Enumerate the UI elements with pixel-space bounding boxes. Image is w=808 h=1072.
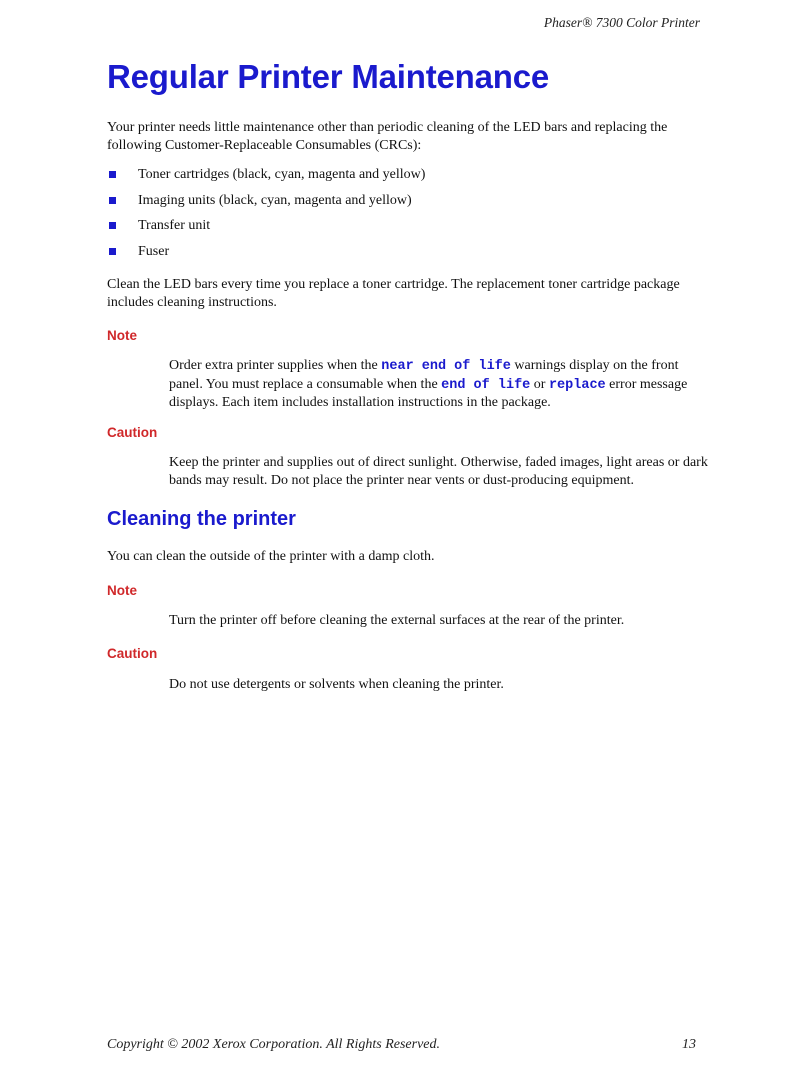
intro-paragraph: Your printer needs little maintenance other than periodic cleaning of the LED bars and replacing the following Customer-Replaceable Consumables (CRCs): [107,120,668,153]
caution-label: Caution [107,425,158,440]
note-text: Turn the printer off before cleaning the external surfaces at the rear of the printer. [169,613,625,628]
list-item: Transfer unit [107,217,425,243]
led-paragraph: Clean the LED bars every time you replace a toner cartridge. The replacement toner cartridge package includes cleaning instructions. [107,277,680,310]
consumables-list [107,166,425,269]
section-heading: Cleaning the printer [107,508,296,530]
list-item: Imaging units (black, cyan, magenta and yellow) [107,192,425,218]
code-near-end-of-life: near end of life [381,359,511,374]
cleaning-paragraph: You can clean the outside of the printer with a damp cloth. [107,549,435,564]
caution-text: Do not use detergents or solvents when cleaning the printer. [169,677,504,692]
bullet-square-icon [109,222,116,229]
bullet-square-icon [109,171,116,178]
code-end-of-life: end of life [441,377,531,393]
page-title: Regular Printer Maintenance [107,58,550,95]
running-header: Phaser® 7300 Color Printer [543,15,700,30]
list-item: Fuser [107,243,425,269]
note-label: Note [107,583,137,598]
footer-copyright: Copyright © 2002 Xerox Corporation. All Rights Reserved. [107,1037,440,1052]
caution-text: Keep the printer and supplies out of direct sunlight. Otherwise, faded images, light areas or dark bands may result. Do not place the printer near vents or dust-producing equipment. [169,455,708,488]
bullet-square-icon [109,248,116,255]
page-number: 13 [682,1037,696,1052]
bullet-square-icon [109,197,116,204]
code-replace: replace [548,377,606,393]
note-text: Order extra printer supplies when the near end of life warnings display on the front panel. You must replace a consumable when the end of life or replace error message displays. Each item includes installation instructions in the package. [169,358,688,410]
caution-label: Caution [107,646,158,661]
note-label: Note [107,328,137,343]
list-item: Toner cartridges (black, cyan, magenta and yellow) [107,166,425,192]
